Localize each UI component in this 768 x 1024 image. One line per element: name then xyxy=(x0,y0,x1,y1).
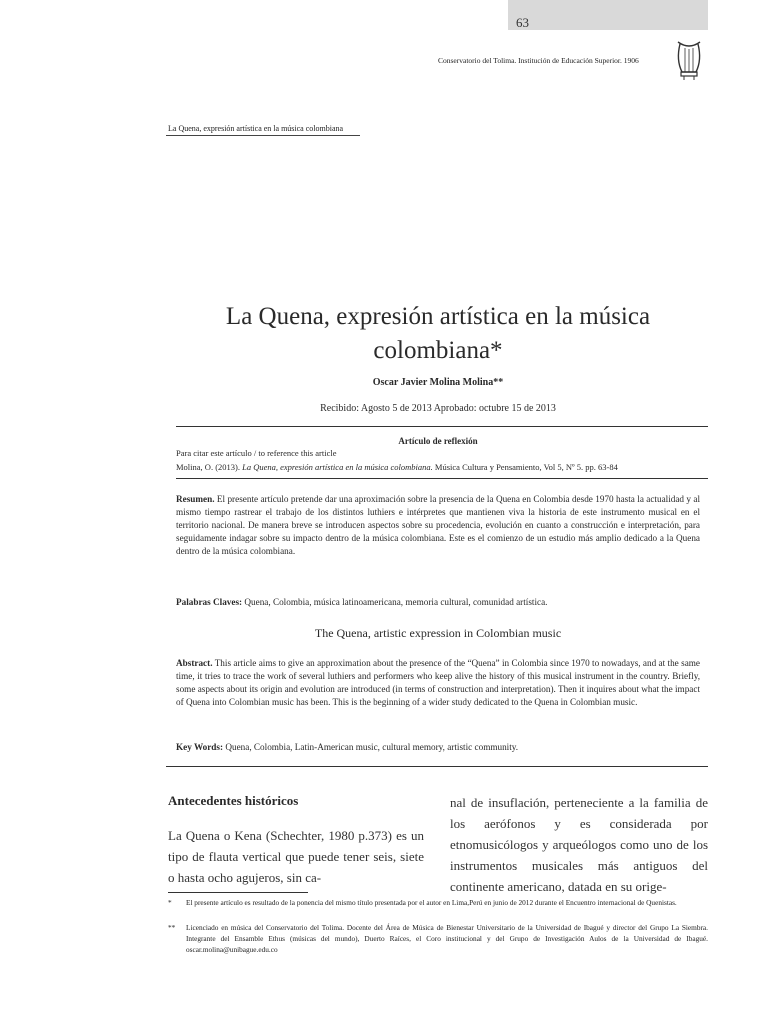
footnote-1-mark: * xyxy=(168,898,172,907)
citation-prefix: Molina, O. (2013). xyxy=(176,462,243,472)
page-number-band xyxy=(508,0,708,30)
footnote-1 xyxy=(168,897,708,908)
footnote-2-text: Licenciado en música del Conservatorio del Tolima. Docente del Área de Música de Bienestar Universitario de la Universidad de Ibagué y director del Grupo La Siembra. Integrante del Ensamble Ethus (músicas del mundo), Duerto Raíces, el Coro institucional y del Grupo de Investigación Aulos de la Universidad de Ibagué. oscar.molina@unibague.edu.co xyxy=(186,923,708,954)
english-title: The Quena, artistic expression in Colombian music xyxy=(314,626,562,640)
citation-label: Para citar este artículo / to reference this article xyxy=(176,448,337,458)
divider-middle xyxy=(176,478,708,479)
institution-name: Conservatorio del Tolima. Institución de Educación Superior. 1906 xyxy=(438,56,639,65)
body-right-column: nal de insuflación, perteneciente a la familia de los aerófonos y es considerada por etnomusicólogos y arqueólogos como uno de los instrumentos musicales más antiguos del continente americano, datada en su orige- xyxy=(450,795,708,894)
article-title-line2: colombiana* xyxy=(373,337,503,364)
lyre-icon xyxy=(672,38,706,82)
article-type: Artículo de reflexión xyxy=(398,436,478,446)
palabras-claves-label: Palabras Claves: xyxy=(176,597,243,607)
citation xyxy=(176,462,618,472)
abstract-text: This article aims to give an approximation about the presence of the “Quena” in Colombia since 1970 to nowadays, and at the same time, it tries to trace the work of several luthiers and performers who keep alive the history of this musical instrument in the country. Briefly, some aspects about its origin and evolution are introduced (in terms of construction and interpretation). Then it inquires about what the impact of Quena into Colombian music has been. This is the beginning of a wider study dedicated to the Quena in Colombian music. xyxy=(176,658,700,707)
running-title: La Quena, expresión artística en la música colombiana xyxy=(168,124,344,133)
key-words-text: Quena, Colombia, Latin-American music, cultural memory, artistic community. xyxy=(223,742,519,752)
body-left-column: La Quena o Kena (Schechter, 1980 p.373) es un tipo de flauta vertical que puede tener seis, siete o hasta ocho agujeros, sin ca- xyxy=(168,828,424,885)
section-heading: Antecedentes históricos xyxy=(168,793,299,808)
author-name: Oscar Javier Molina Molina** xyxy=(372,377,504,388)
abstract-label: Abstract. xyxy=(176,658,213,668)
article-dates: Recibido: Agosto 5 de 2013 Aprobado: octubre 15 de 2013 xyxy=(320,403,556,414)
palabras-claves xyxy=(176,596,700,609)
key-words-label: Key Words: xyxy=(176,742,224,752)
resumen-paragraph xyxy=(176,493,700,558)
divider-top xyxy=(176,426,708,427)
palabras-claves-text: Quena, Colombia, música latinoamericana, memoria cultural, comunidad artística. xyxy=(242,597,548,607)
abstract-paragraph xyxy=(176,657,700,709)
article-title xyxy=(168,300,708,368)
divider-bottom xyxy=(166,766,708,767)
running-title-rule xyxy=(166,135,360,136)
resumen-text: El presente artículo pretende dar una aproximación sobre la presencia de la Quena en Colombia desde 1970 hasta la actualidad y al mismo tiempo rastrear el trabajo de los distintos luthiers e intérpretes que mantienen viva la historia de este instrumento musical en el territorio nacional. De manera breve se introducen aspectos sobre su procedencia, evolución en cuanto a construcción e interpretación, para seguidamente indagar sobre su impacto dentro de la música colombiana. Este es el comienzo de un estudio más amplio dedicado a la Quena dentro de la música colombiana. xyxy=(176,494,700,556)
resumen-label: Resumen. xyxy=(176,494,215,504)
article-title-line1: La Quena, expresión artística en la música xyxy=(225,303,651,330)
citation-suffix: Música Cultura y Pensamiento, Vol 5, Nº 5. pp. 63-84 xyxy=(432,462,618,472)
footnote-2 xyxy=(168,922,708,955)
key-words xyxy=(176,741,700,754)
citation-title: La Quena, expresión artística en la música colombiana. xyxy=(242,462,433,472)
page-number: 63 xyxy=(516,15,529,30)
footnote-rule xyxy=(168,892,308,893)
footnote-2-mark: ** xyxy=(168,923,176,932)
footnote-1-text: El presente artículo es resultado de la ponencia del mismo título presentada por el autor en Lima,Perú en junio de 2012 durante el Encuentro internacional de Quenistas. xyxy=(186,898,677,907)
